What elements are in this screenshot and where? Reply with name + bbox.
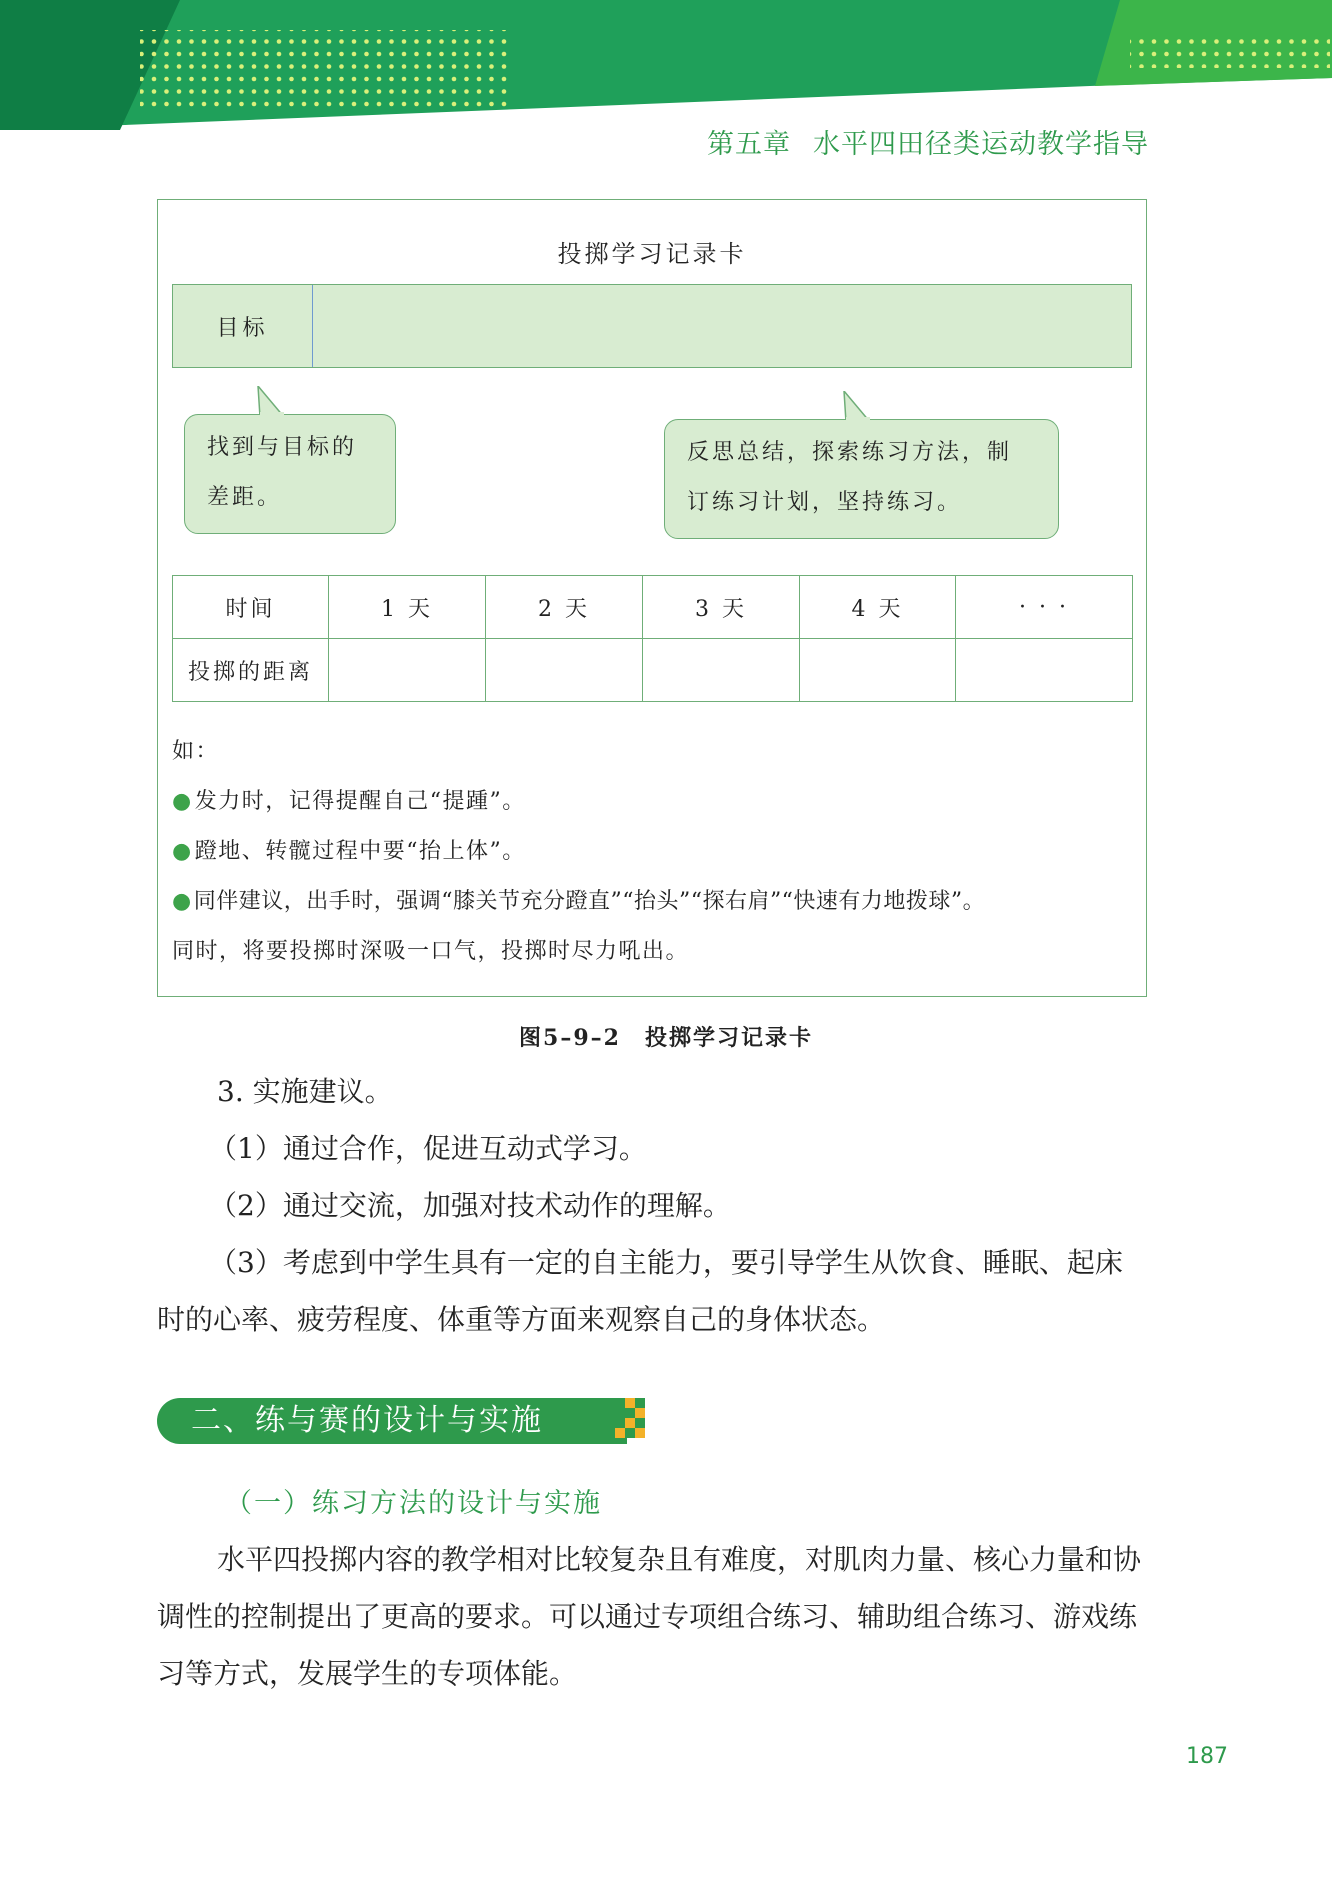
bullet-icon: ● [172, 789, 193, 814]
suggestions-heading: 3. 实施建议。 [217, 1075, 393, 1108]
bullet-icon: ● [172, 839, 193, 864]
table-cell: · · · [956, 576, 1133, 639]
table-cell: 1 天 [329, 576, 486, 639]
bubble-tail-joint [846, 417, 870, 421]
bubble-right-line1: 反思总结，探索练习方法，制 [687, 440, 1013, 465]
card-title: 投掷学习记录卡 [557, 240, 747, 268]
list-item: （2）通过交流，加强对技术动作的理解。 [209, 1189, 731, 1222]
goal-label: 目标 [173, 285, 313, 367]
header-banner [0, 0, 1332, 135]
table-cell: 4 天 [800, 576, 956, 639]
table-cell: 3 天 [643, 576, 800, 639]
notes-intro: 如： [172, 739, 220, 764]
table-cell: 时间 [173, 576, 329, 639]
figure-title: 投掷学习记录卡 [644, 1025, 813, 1051]
speech-bubble-right [664, 419, 1059, 539]
figure-number: 图5–9–2 [519, 1025, 621, 1051]
bubble-right-line2: 订练习计划，坚持练习。 [687, 490, 963, 515]
table-header-row [173, 576, 1133, 639]
chapter-name: 水平四田径类运动教学指导 [813, 129, 1149, 160]
bubble-tail-joint [260, 412, 284, 416]
section-title: 二、练与赛的设计与实施 [157, 1398, 627, 1444]
section-body [157, 1531, 1147, 1702]
distance-record-table [172, 575, 1133, 702]
list-item: （1）通过合作，促进互动式学习。 [209, 1132, 647, 1165]
list-item: （3）考虑到中学生具有一定的自主能力，要引导学生从饮食、睡眠、起床时的心率、疲劳程度、体重等方面来观察自己的身体状态。 [157, 1246, 1123, 1336]
goal-row [172, 284, 1132, 368]
list-item: ●蹬地、转髋过程中要“抬上体”。 [172, 839, 526, 864]
list-item: ●发力时，记得提醒自己“提踵”。 [172, 789, 526, 814]
chapter-title [707, 122, 1149, 161]
table-cell [643, 639, 800, 702]
table-cell [800, 639, 956, 702]
bubble-left-line1: 找到与目标的 [207, 435, 358, 460]
chapter-number: 第五章 [707, 129, 791, 160]
notes-tail: 同时，将要投掷时深吸一口气，投掷时尽力吼出。 [172, 939, 690, 964]
list-item: ●同伴建议，出手时，强调“膝关节充分蹬直”“抬头”“探右肩”“快速有力地拨球”。 [172, 889, 986, 914]
table-cell [486, 639, 643, 702]
figure-caption [0, 1021, 1332, 1052]
table-cell [956, 639, 1133, 702]
table-cell: 投掷的距离 [173, 639, 329, 702]
table-cell: 2 天 [486, 576, 643, 639]
section-heading [157, 1398, 647, 1444]
subsection-title: （一）练习方法的设计与实施 [225, 1488, 602, 1519]
suggestions-block [157, 1063, 1147, 1348]
page-number: 187 [1186, 1744, 1228, 1769]
bullet-icon: ● [172, 889, 192, 914]
table-row [173, 639, 1133, 702]
checker-decoration-icon [615, 1398, 647, 1444]
record-card [157, 199, 1147, 997]
table-cell [329, 639, 486, 702]
section-paragraph: 水平四投掷内容的教学相对比较复杂且有难度，对肌肉力量、核心力量和协调性的控制提出了更高的要求。可以通过专项组合练习、辅助组合练习、游戏练习等方式，发展学生的专项体能。 [157, 1543, 1142, 1690]
bubble-left-line2: 差距。 [207, 485, 283, 510]
example-notes [172, 727, 1147, 977]
speech-bubble-left [184, 414, 396, 534]
